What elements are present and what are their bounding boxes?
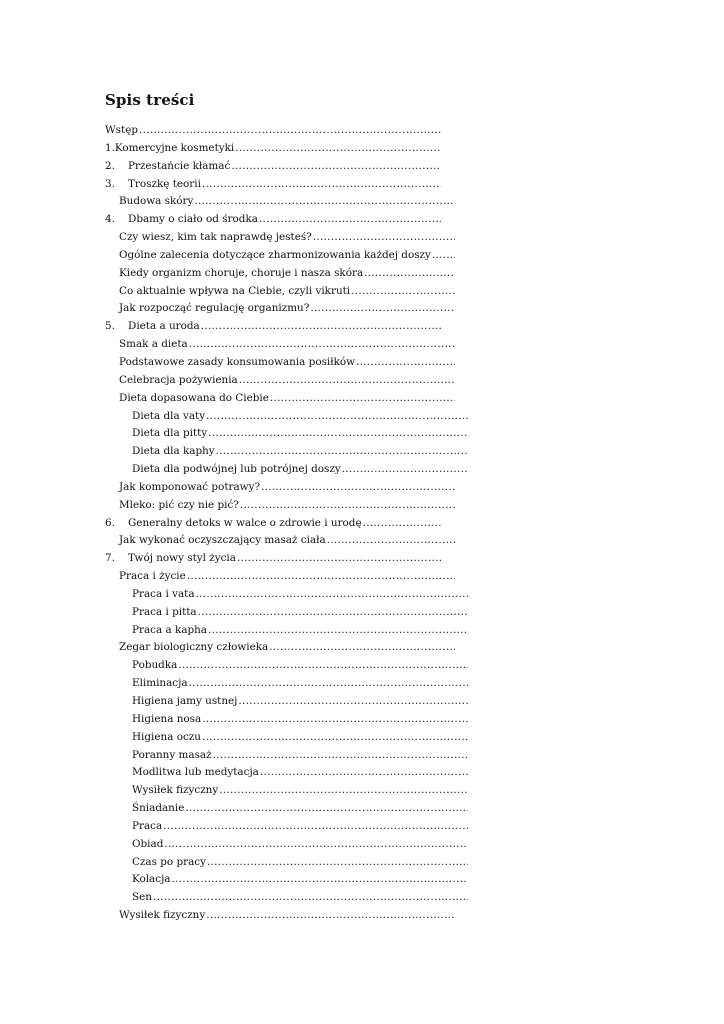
toc-entry[interactable] xyxy=(105,425,468,443)
toc-entry-title: Praca i vata xyxy=(132,587,195,600)
toc-entry[interactable] xyxy=(105,568,455,586)
dot-leader xyxy=(231,158,441,176)
toc-entry[interactable] xyxy=(105,300,455,318)
toc-entry[interactable] xyxy=(105,586,468,604)
toc-entry-title: Higiena nosa xyxy=(132,712,202,725)
toc-entry[interactable] xyxy=(105,800,468,818)
toc-entry[interactable] xyxy=(105,532,455,550)
toc-list xyxy=(105,122,441,925)
toc-entry[interactable] xyxy=(105,818,468,836)
toc-entry[interactable] xyxy=(105,354,455,372)
toc-entry-title: Kolacja xyxy=(132,873,171,886)
dot-leader xyxy=(216,443,468,461)
dot-leader xyxy=(237,550,441,568)
toc-entry[interactable] xyxy=(105,158,441,176)
dot-leader xyxy=(208,622,468,640)
toc-entry-title: Troszkę teorii xyxy=(128,177,201,190)
toc-entry-number: 6. xyxy=(105,516,115,529)
toc-entry[interactable] xyxy=(105,782,468,800)
dot-leader xyxy=(239,372,455,390)
toc-entry[interactable] xyxy=(105,889,468,907)
toc-entry-title: Wysiłek fizyczny xyxy=(119,909,206,922)
dot-leader xyxy=(432,247,455,265)
toc-entry-title: Przestańcie kłamać xyxy=(128,159,231,172)
toc-entry[interactable] xyxy=(105,693,468,711)
toc-entry[interactable] xyxy=(105,176,441,194)
toc-entry[interactable] xyxy=(105,622,468,640)
toc-entry[interactable] xyxy=(105,140,441,158)
dot-leader xyxy=(189,336,455,354)
toc-entry-number: 5. xyxy=(105,320,115,333)
toc-entry-title: Wysiłek fizyczny xyxy=(132,784,219,797)
toc-entry-title: Smak a dieta xyxy=(119,338,188,351)
dot-leader xyxy=(139,122,441,140)
dot-leader xyxy=(198,604,468,622)
toc-entry-number: 2. xyxy=(105,159,115,172)
toc-entry-title: Higiena jamy ustnej xyxy=(132,695,238,707)
toc-entry[interactable] xyxy=(105,193,455,211)
dot-leader xyxy=(235,140,441,158)
toc-entry[interactable] xyxy=(105,604,468,622)
toc-entry[interactable] xyxy=(105,265,455,283)
dot-leader xyxy=(202,711,468,729)
dot-leader xyxy=(269,639,455,657)
dot-leader xyxy=(364,265,455,283)
toc-entry-title: Dieta a uroda xyxy=(128,320,200,333)
dot-leader xyxy=(187,568,455,586)
toc-entry[interactable] xyxy=(105,657,468,675)
toc-entry[interactable] xyxy=(105,639,455,657)
toc-entry[interactable] xyxy=(105,764,468,782)
toc-entry[interactable] xyxy=(105,747,468,765)
dot-leader xyxy=(164,836,468,854)
toc-entry-title: Jak komponować potrawy? xyxy=(119,480,261,493)
dot-leader xyxy=(213,747,468,765)
toc-entry-title: Dbamy o ciało od środka xyxy=(128,213,258,226)
dot-leader xyxy=(196,586,468,604)
toc-entry-title: Dieta dla vaty xyxy=(132,409,206,422)
dot-leader xyxy=(342,461,468,479)
toc-entry[interactable] xyxy=(105,515,441,533)
toc-entry-title: Jak rozpocząć regulację organizmu? xyxy=(119,302,310,315)
dot-leader xyxy=(270,390,455,408)
toc-entry[interactable] xyxy=(105,854,468,872)
toc-entry-title: Sen xyxy=(132,891,152,904)
toc-entry-title: Praca i życie xyxy=(119,570,186,583)
toc-entry-title: Poranny masaż xyxy=(132,748,212,761)
dot-leader xyxy=(206,907,455,925)
toc-entry[interactable] xyxy=(105,836,468,854)
toc-entry-title: Kiedy organizm choruje, choruje i nasza skóra xyxy=(119,266,364,279)
toc-entry-title: Wstęp xyxy=(105,124,138,136)
dot-leader xyxy=(313,229,455,247)
dot-leader xyxy=(219,782,468,800)
toc-entry-title: Jak wykonać oczyszczający masaż ciała xyxy=(119,534,326,547)
toc-entry-title: Dieta dla pitty xyxy=(132,427,208,440)
toc-entry[interactable] xyxy=(105,408,468,426)
toc-entry-title: Komercyjne kosmetyki xyxy=(114,141,235,154)
toc-entry-title: Modlitwa lub medytacja xyxy=(132,766,259,779)
toc-entry[interactable] xyxy=(105,336,455,354)
dot-leader xyxy=(260,764,468,782)
toc-entry-title: Twój nowy styl życia xyxy=(128,552,236,565)
dot-leader xyxy=(178,657,468,675)
toc-entry[interactable] xyxy=(105,390,455,408)
toc-entry-number: 3. xyxy=(105,177,115,190)
toc-entry[interactable] xyxy=(105,461,468,479)
toc-entry-title: Podstawowe zasady konsumowania posiłków xyxy=(119,355,356,368)
dot-leader xyxy=(153,889,468,907)
toc-entry-title: Higiena oczu xyxy=(132,730,201,743)
toc-entry[interactable] xyxy=(105,497,455,515)
toc-entry[interactable] xyxy=(105,372,455,390)
toc-entry-number: 7. xyxy=(105,552,115,565)
toc-entry-title: Pobudka xyxy=(132,659,178,672)
toc-entry-title: Dieta dla kaphy xyxy=(132,445,215,458)
dot-leader xyxy=(201,318,441,336)
toc-entry[interactable] xyxy=(105,122,441,140)
dot-leader xyxy=(194,193,455,211)
toc-entry-title: Dieta dla podwójnej lub potrójnej doszy xyxy=(132,463,341,476)
dot-leader xyxy=(189,675,468,693)
toc-entry-title: Śniadanie xyxy=(132,802,185,815)
toc-entry-title: Zegar biologiczny człowieka xyxy=(119,641,269,654)
toc-entry[interactable] xyxy=(105,247,455,265)
toc-entry[interactable] xyxy=(105,711,468,729)
dot-leader xyxy=(240,497,455,515)
dot-leader xyxy=(261,479,455,497)
toc-entry-title: Eliminacja xyxy=(132,677,188,690)
toc-entry[interactable] xyxy=(105,479,455,497)
dot-leader xyxy=(363,515,441,533)
toc-entry[interactable] xyxy=(105,675,468,693)
dot-leader xyxy=(172,871,469,889)
dot-leader xyxy=(310,300,455,318)
toc-entry-title: Ogólne zalecenia dotyczące zharmonizowania każdej doszy xyxy=(119,248,431,261)
toc-entry[interactable] xyxy=(105,907,455,925)
toc-entry-title: Generalny detoks w walce o zdrowie i urodę xyxy=(128,516,362,529)
toc-entry-number: 4. xyxy=(105,213,115,226)
toc-entry[interactable] xyxy=(105,283,455,301)
toc-entry[interactable] xyxy=(105,871,468,889)
toc-entry[interactable] xyxy=(105,211,441,229)
toc-entry[interactable] xyxy=(105,550,441,568)
toc-entry-title: Praca xyxy=(132,819,163,832)
toc-entry-title: Czy wiesz, kim tak naprawdę jesteś? xyxy=(119,231,312,244)
dot-leader xyxy=(202,176,441,194)
dot-leader xyxy=(351,283,455,301)
page-title: Spis treści xyxy=(105,91,195,109)
toc-entry-title: Mleko: pić czy nie pić? xyxy=(119,498,239,511)
dot-leader xyxy=(327,532,455,550)
table-of-contents xyxy=(105,88,441,925)
dot-leader xyxy=(259,211,441,229)
toc-entry-title: Dieta dopasowana do Ciebie xyxy=(119,391,269,404)
toc-entry[interactable] xyxy=(105,729,468,747)
toc-entry-title: Praca a kapha xyxy=(132,623,207,636)
toc-entry-title: Obiad xyxy=(132,837,164,850)
toc-entry-title: Celebracja pożywienia xyxy=(119,373,238,386)
toc-entry[interactable] xyxy=(105,318,441,336)
dot-leader xyxy=(356,354,455,372)
dot-leader xyxy=(208,425,468,443)
toc-entry-title: Praca i pitta xyxy=(132,605,197,618)
dot-leader xyxy=(206,408,468,426)
toc-entry-title: Czas po pracy xyxy=(132,855,206,868)
toc-entry[interactable] xyxy=(105,229,455,247)
toc-entry-title: Co aktualnie wpływa na Ciebie, czyli vikruti xyxy=(119,284,351,297)
dot-leader xyxy=(207,854,468,872)
toc-entry-number: 1. xyxy=(105,141,115,154)
dot-leader xyxy=(163,818,468,836)
toc-entry[interactable] xyxy=(105,443,468,461)
dot-leader xyxy=(202,729,468,747)
dot-leader xyxy=(238,693,468,711)
toc-entry-title: Budowa skóry xyxy=(119,195,194,208)
dot-leader xyxy=(185,800,468,818)
